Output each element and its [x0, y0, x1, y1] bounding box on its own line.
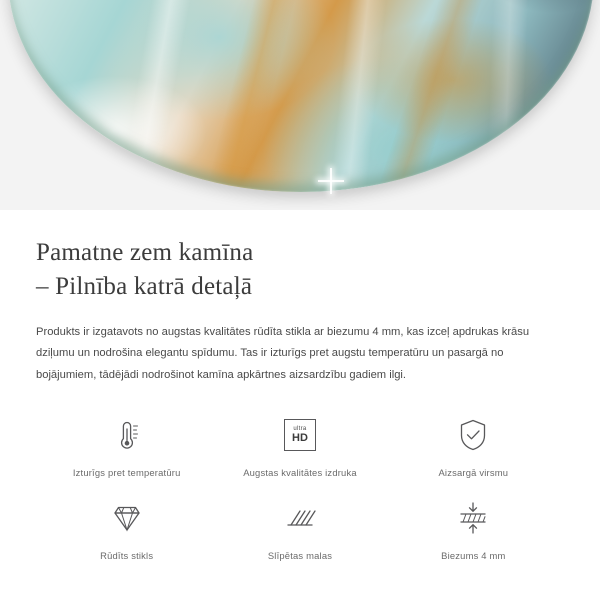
- feature-grid: [36, 413, 564, 561]
- ultra-hd-icon: [270, 413, 330, 457]
- feature-item-thickness: [387, 496, 560, 561]
- text-content-section: [0, 210, 600, 561]
- feature-item-print-quality: [213, 413, 386, 478]
- feature-item-tempered-glass: [40, 496, 213, 561]
- feature-label: Aizsargā virsmu: [438, 467, 509, 479]
- feature-label: Augstas kvalitātes izdruka: [243, 467, 357, 479]
- feature-label: Slīpētas malas: [267, 550, 333, 562]
- feature-item-polished-edges: [213, 496, 386, 561]
- description-paragraph: Produkts ir izgatavots no augstas kvalitātes rūdīta stikla ar biezumu 4 mm, kas izceļ apdrukas krāsu dziļumu un nodrošina elegantu spīdumu. Tas ir izturīgs pret augstu temperatūru un pasargā no bojājumiem, tādējādi nodrošinot kamīna apkārtnes aizsardzību gadiem ilgi.: [36, 325, 530, 382]
- feature-item-temperature: [40, 413, 213, 478]
- polished-edges-icon: [270, 496, 330, 540]
- feature-label: Biezums 4 mm: [441, 550, 506, 562]
- page-title: [36, 236, 564, 304]
- page-title-line-1: Pamatne zem kamīna: [36, 239, 254, 266]
- shield-check-icon: [443, 413, 503, 457]
- feature-label: Rūdīts stikls: [100, 550, 154, 562]
- page-title-line-2: – Pilnība katrā detaļā: [36, 272, 253, 300]
- ultra-hd-badge-bottom: HD: [292, 432, 308, 445]
- ultra-hd-badge-top: ultra: [293, 426, 307, 433]
- thermometer-icon: [97, 413, 157, 457]
- thickness-arrows-icon: [443, 496, 503, 540]
- feature-item-surface-protection: [387, 413, 560, 478]
- diamond-icon: [97, 496, 157, 540]
- hero-image-section: [0, 0, 600, 210]
- feature-label: Izturīgs pret temperatūru: [72, 467, 181, 479]
- round-glass-fireplace-base-marble-pattern: [8, 0, 594, 192]
